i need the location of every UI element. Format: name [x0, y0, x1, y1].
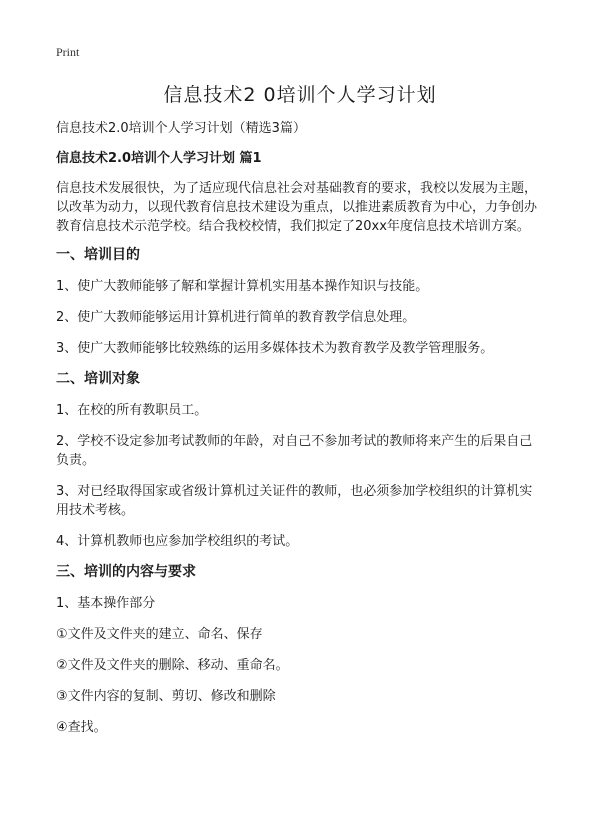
list-item: 3、对已经取得国家或省级计算机过关证件的教师，也必须参加学校组织的计算机实用技术考核。	[56, 484, 533, 518]
list-item: 2、学校不设定参加考试教师的年龄，对自己不参加考试的教师将来产生的后果自己负责。	[56, 434, 533, 468]
document-title: 信息技术2 0培训个人学习计划	[163, 84, 437, 106]
list-item: 4、计算机教师也应参加学校组织的考试。	[56, 534, 299, 549]
list-item: ①文件及文件夹的建立、命名、保存	[56, 627, 263, 642]
article-title: 信息技术2.0培训个人学习计划 篇1	[56, 151, 262, 166]
list-item: ④查找。	[56, 720, 107, 735]
list-item: 2、使广大教师能够运用计算机进行简单的教育教学信息处理。	[56, 310, 416, 325]
list-item: 1、基本操作部分	[56, 596, 156, 611]
section-heading: 一、培训目的	[56, 247, 140, 263]
print-label: Print	[56, 45, 80, 59]
document-subtitle: 信息技术2.0培训个人学习计划（精选3篇）	[56, 121, 306, 136]
list-item: 1、在校的所有教职员工。	[56, 403, 208, 418]
document-body	[56, 119, 544, 749]
section-heading: 三、培训的内容与要求	[56, 564, 196, 580]
intro-paragraph: 信息技术发展很快，为了适应现代信息社会对基础教育的要求，我校以发展为主题，以改革为动力，以现代教育信息技术建设为重点，以推进素质教育为中心，力争创办教育信息技术示范学校。结合我校校情，我们拟定了20xx年度信息技术培训方案。	[56, 181, 538, 234]
section-audience	[56, 370, 544, 551]
list-item: 3、使广大教师能够比较熟练的运用多媒体技术为教育教学及教学管理服务。	[56, 341, 494, 356]
list-item: ②文件及文件夹的删除、移动、重命名。	[56, 658, 289, 673]
section-purpose	[56, 246, 544, 358]
list-item: 1、使广大教师能够了解和掌握计算机实用基本操作知识与技能。	[56, 279, 429, 294]
section-content-requirements	[56, 563, 544, 737]
section-heading: 二、培训对象	[56, 371, 140, 387]
list-item: ③文件内容的复制、剪切、修改和删除	[56, 689, 276, 704]
